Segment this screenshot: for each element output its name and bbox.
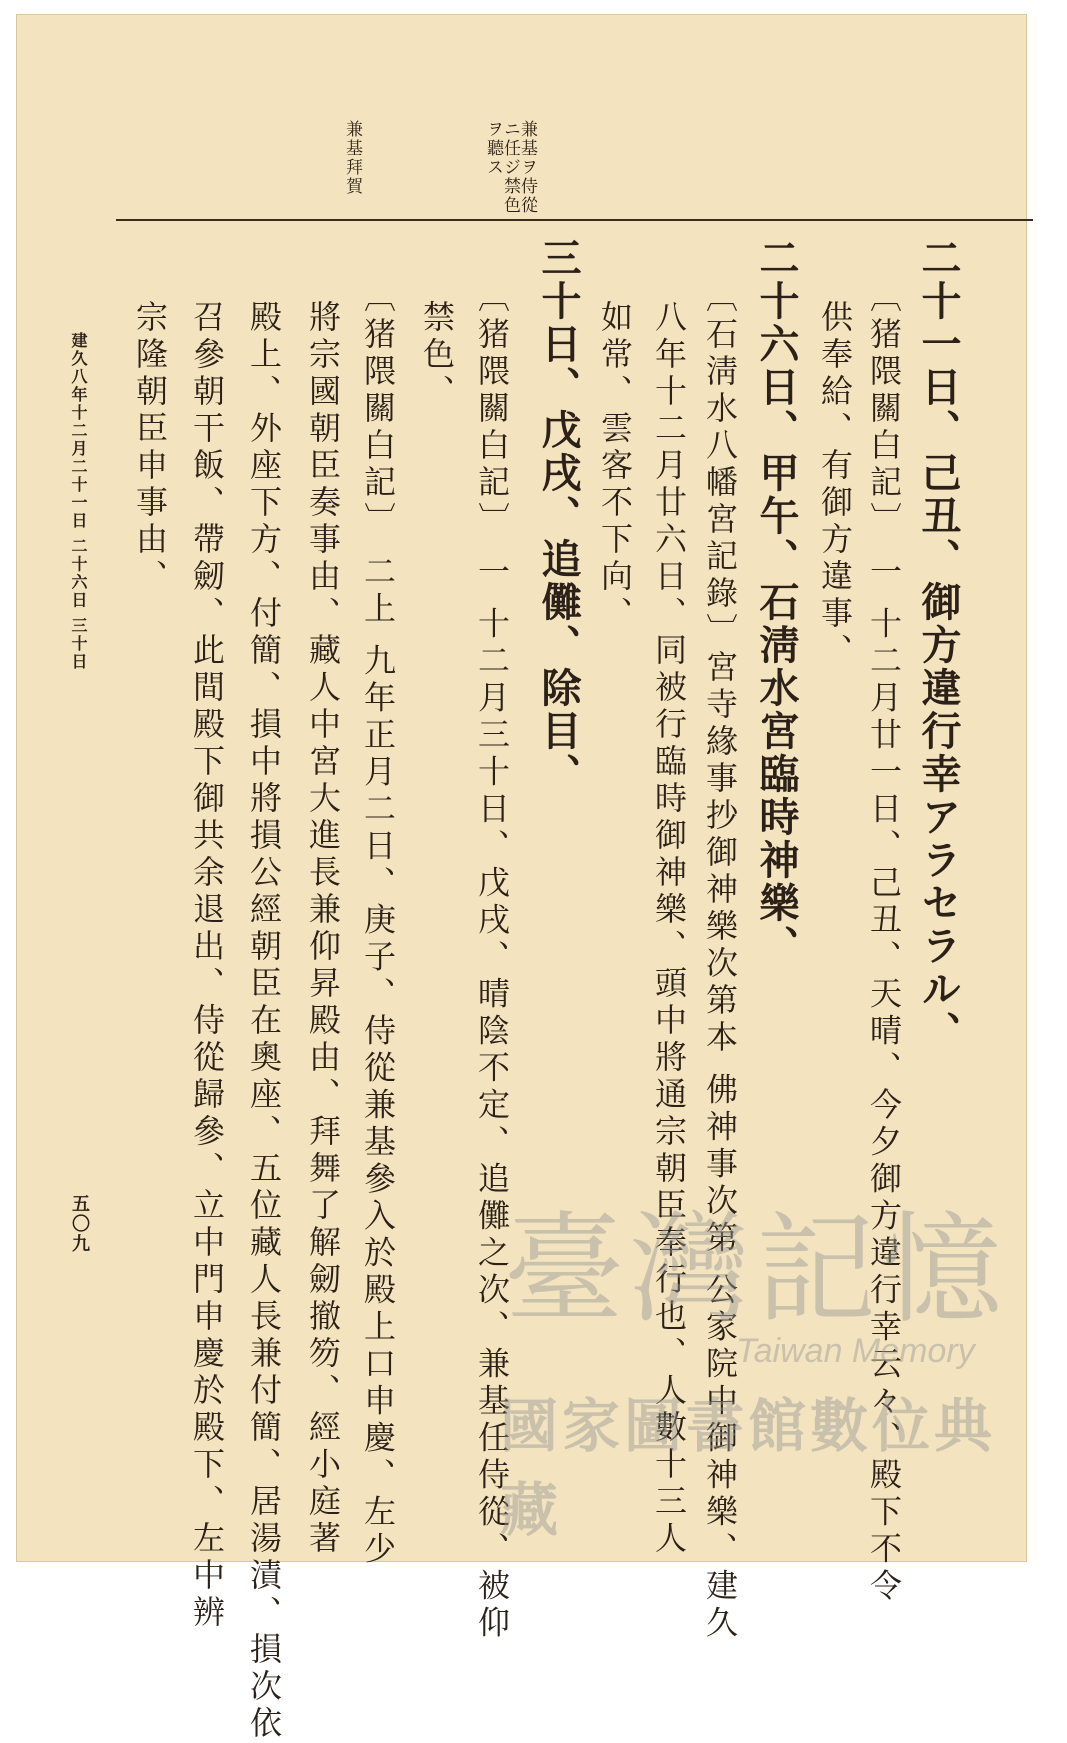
body-column: 如常、雲客不下向、 <box>596 300 634 633</box>
entry-heading-30: 三十日、戊戌、追儺、除目、 <box>535 237 582 796</box>
margin-note-1: 兼基ヲ侍從ニ任ジ禁色ヲ聽ス <box>483 120 537 215</box>
header-rule <box>116 219 1033 221</box>
body-column: 供奉給、有御方違事、 <box>816 300 854 670</box>
body-column: 宗隆朝臣申事由、 <box>131 300 169 596</box>
watermark-latin: Taiwan Memory <box>736 1332 975 1370</box>
body-column: 殿上、外座下方、付簡、損中將損公經朝臣在奧座、五位藏人長兼付簡、居湯漬、損次依 <box>245 300 283 1743</box>
body-column: 〔猪隈關白記〕 一 十二月廿一日、己丑、天晴、今夕御方違行幸云々、殿下不令 <box>865 280 903 1606</box>
body-column: 召參朝干飯、帶劒、此間殿下御共余退出、侍從歸參、立中門申慶於殿下、左中辨 <box>188 300 226 1632</box>
body-column: 〔石淸水八幡宮記錄〕宮寺緣事抄御神樂次第本 佛神事次第 公家院中御神樂、建久 <box>701 280 739 1643</box>
entry-heading-21: 二十一日、己丑、御方違行幸アラセラル、 <box>915 237 962 1054</box>
body-column: 〔猪隈關白記〕 一 十二月三十日、戊戌、晴陰不定、追儺之次、兼基任侍從、被仰 <box>473 280 511 1643</box>
margin-note-2: 兼基拜賀 <box>342 120 362 196</box>
book-page <box>16 14 1027 1743</box>
body-column: 〔猪隈關白記〕 二上 九年正月二日、庚子、侍從兼基參入於殿上口申慶、左少 <box>359 280 397 1569</box>
body-column: 將宗國朝臣奏事由、藏人中宮大進長兼仰昇殿由、拜舞了解劒撤笏、經小庭著 <box>304 300 342 1558</box>
body-column: 八年十二月廿六日、同被行臨時御神樂、頭中將通宗朝臣奉行也、人數十三人 <box>650 300 688 1558</box>
running-header: 建久八年十二月二十一日 二十六日 三十日 <box>69 332 88 672</box>
body-column: 禁色、 <box>418 300 456 411</box>
entry-heading-26: 二十六日、甲午、石淸水宮臨時神樂、 <box>753 237 800 968</box>
watermark-library: 國家圖書館數位典藏 <box>500 1392 997 1544</box>
watermark-script: 臺灣記憶 <box>504 1201 1008 1340</box>
page-number: 五〇九 <box>69 1194 90 1254</box>
